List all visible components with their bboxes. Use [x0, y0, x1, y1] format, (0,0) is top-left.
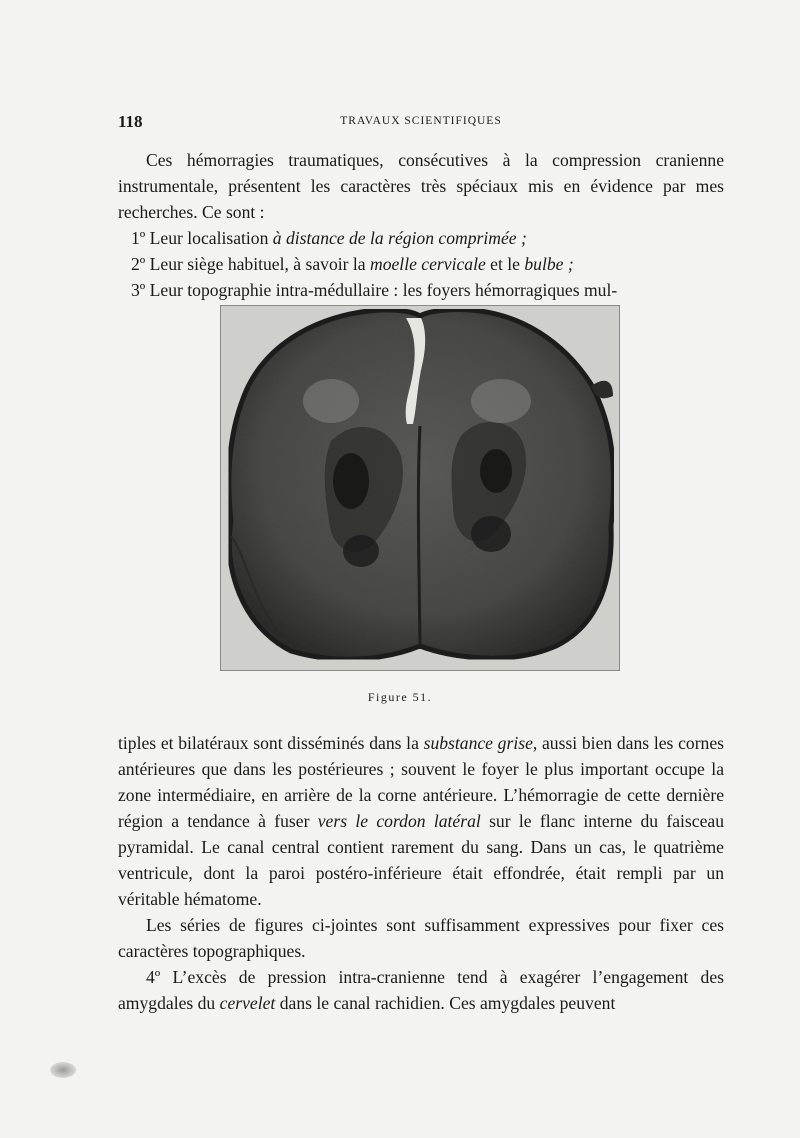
page-number: 118 — [118, 112, 143, 131]
list-emphasis: à distance de la région comprimée ; — [272, 228, 527, 248]
body-text: aussi bien dans les cornes antérieures que dans les postérieures ; souvent le foyer le plus important occupe la zone intermédiaire, en arrière de la corne antérieure. L’hémorragie de cette dernière région a tendance à fuser — [118, 733, 725, 831]
list-emphasis: moelle cervicale — [370, 254, 486, 274]
text-block-top — [118, 147, 724, 303]
list-item-1 — [118, 225, 724, 251]
body-text: L’excès de pression intra-cranienne tend à exagérer l’engagement des amygdales du — [118, 967, 724, 1013]
intro-paragraph: Ces hémorragies traumatiques, consécutives à la compression cranienne instrumentale, présentent les caractères très spéciaux mis en évidence par mes recherches. Ce sont : — [118, 150, 724, 222]
body-emphasis: substance grise, — [423, 733, 538, 753]
list-text: Leur localisation — [145, 228, 273, 248]
figure-caption: Figure 51. — [367, 690, 433, 704]
list-text: et le — [485, 254, 525, 274]
list-number: 2º — [131, 254, 146, 274]
body-emphasis: vers le cordon latéral — [317, 811, 481, 831]
body-text: dans le canal rachidien. Ces amygdales peuvent — [275, 993, 616, 1013]
list-number: 3º — [131, 280, 146, 300]
list-number: 4º — [146, 967, 161, 987]
page-header — [118, 112, 724, 132]
list-text: Leur topographie intra-médullaire : les foyers hémorragiques mul- — [145, 280, 618, 300]
body-text: sur le flanc interne du faisceau pyramidal. Le canal central contient rarement du sang. Dans un cas, le quatrième ventricule, dont la paroi postéro-inférieure était effondrée, était rempli par un véritable hématome. — [118, 811, 724, 909]
body-text: tiples et bilatéraux sont disséminés dans la — [118, 733, 424, 753]
list-item-2 — [118, 251, 724, 277]
spinal-cord-micrograph — [221, 306, 619, 670]
series-paragraph: Les séries de figures ci-jointes sont suffisamment expressives pour fixer ces caractères topographiques. — [118, 915, 724, 961]
list-emphasis: bulbe ; — [524, 254, 574, 274]
list-number: 1º — [131, 228, 146, 248]
list-item-3 — [118, 277, 724, 303]
running-head: TRAVAUX SCIENTIFIQUES — [340, 115, 502, 127]
figure-spinal-cord-section — [220, 305, 620, 671]
list-text: Leur siège habituel, à savoir la — [145, 254, 370, 274]
point-four-paragraph — [118, 964, 724, 1016]
body-emphasis: cervelet — [219, 993, 276, 1013]
ink-smudge — [50, 1062, 76, 1078]
text-block-bottom — [118, 730, 724, 1016]
continuation-paragraph — [118, 730, 724, 912]
